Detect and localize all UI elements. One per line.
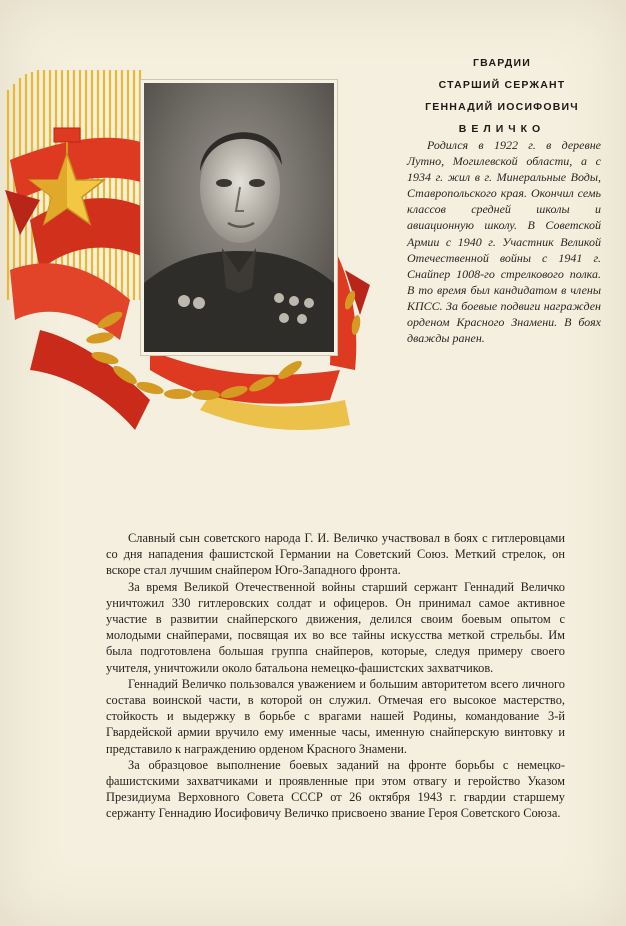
main-narrative [106,530,565,822]
rank-line-2: СТАРШИЙ СЕРЖАНТ [438,79,566,91]
hero-surname: ВЕЛИЧКО [458,123,546,135]
narrative-paragraph: За время Великой Отечественной войны старший сержант Геннадий Величко уничтожил 330 гитлеровских солдат и офицеров. Он принимал самое активное участие в развитии снайперского движения, делился своим боевым опытом с молодыми снайперами, посвящая их во все тайны искусства меткой стрельбы. Им была подготовлена большая группа снайперов, которые, следуя примеру своего учителя, уничтожили около батальона немецко-фашистских захватчиков. [106,579,565,675]
narrative-paragraph: Геннадий Величко пользовался уважением и большим авторитетом всего личного состава воинской части, в которой он служил. Отмечая его высокое мастерство, стойкость и выдержку в борьбе с врагами нашей Родины, командование 3-й Гвардейской армии вручило ему именные часы, именную снайперскую винтовку и представило к награждению орденом Красного Знамени. [106,676,565,756]
portrait-frame [141,80,337,355]
rank-line-1: ГВАРДИИ [473,57,531,69]
narrative-paragraph: Славный сын советского народа Г. И. Величко участвовал в боях с гитлеровцами со дня нападения фашистской Германии на Советский Союз. Меткий стрелок, он вскоре стал лучшим снайпером Юго-Западного фронта. [106,531,565,578]
narrative-paragraph: За образцовое выполнение боевых заданий на фронте борьбы с немецко-фашистскими захватчиками и проявленные при этом отвагу и геройство Указом Президиума Верховного Совета СССР от 26 октября 1943 г. гвардии старшему сержанту Геннадию Иосифовичу Величко присвоено звание Героя Советского Союза. [106,757,565,821]
biography-text: Родился в 1922 г. в деревне Лутно, Могилевской области, а с 1934 г. жил в г. Минеральные Воды, Ставропольского края. Окончил семь классов средней школы и авиационную школу. В Советской Армии с 1940 г. Участник Великой Отечественной войны с 1941 г. Снайпер 1008-го стрелкового полка. В то время был кандидатом в члены КПСС. За боевые подвиги награжден орденом Красного Знамени. В боях дважды ранен. [407,138,601,346]
hero-full-name: ГЕННАДИЙ ИОСИФОВИЧ [425,101,579,113]
hero-title-block [402,52,602,140]
portrait-photo [144,83,334,352]
